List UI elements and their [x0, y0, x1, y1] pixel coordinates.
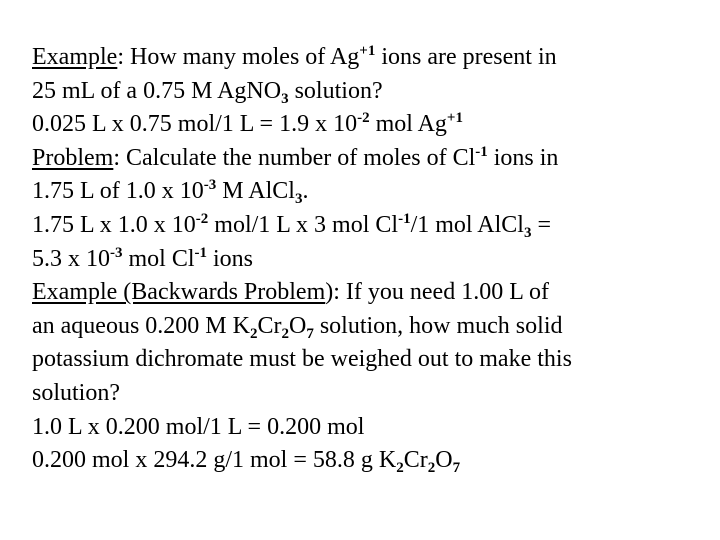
subscript: 2	[249, 325, 258, 342]
line-problem-question	[32, 142, 712, 176]
text-run: mol Ag	[369, 111, 447, 138]
text-run: 1.75 L x 1.0 x 10	[32, 211, 196, 238]
text-run: solution, how much solid	[313, 312, 563, 339]
text-run: 0.025 L x 0.75 mol/1 L = 1.9 x 10	[32, 111, 358, 138]
problem-label: Problem	[32, 144, 114, 171]
text-run: O	[288, 312, 307, 339]
text-run: mol Cl	[122, 245, 195, 272]
text-run: : Calculate the number of moles of Cl	[113, 144, 476, 171]
superscript: +1	[359, 43, 376, 59]
text-run: an aqueous 0.200 M K	[32, 312, 250, 339]
text-run: solution?	[288, 77, 383, 104]
backwards-example-label: Example (Backwards Problem	[32, 279, 326, 306]
text-run: O	[435, 447, 453, 474]
superscript: -3	[203, 177, 217, 194]
text-run: mol/1 L x 3 mol Cl	[208, 211, 399, 238]
subscript: 2	[396, 460, 404, 477]
line-backwards-question	[32, 276, 712, 310]
subscript: 3	[294, 191, 303, 208]
text-run: /1 mol AlCl	[410, 211, 524, 238]
text-run: solution?	[32, 379, 120, 406]
text-run: .	[302, 178, 309, 205]
text-run: Cr	[403, 447, 428, 474]
line-example-question-cont	[32, 75, 712, 109]
superscript: +1	[446, 110, 463, 127]
line-problem-calculation	[32, 209, 712, 243]
superscript: -1	[398, 210, 411, 227]
line-backwards-question-cont	[32, 310, 712, 344]
text-run: 5.3 x 10	[32, 245, 110, 272]
text-run: ions are present in	[375, 44, 557, 70]
slide-text-body	[32, 41, 712, 478]
text-run: : How many moles of Ag	[117, 44, 360, 70]
line-backwards-calc-moles	[32, 411, 712, 445]
text-run: =	[531, 211, 551, 238]
subscript: 3	[523, 224, 532, 241]
line-backwards-question-cont-3	[32, 377, 712, 411]
text-run: ): If you need 1.00 L of	[325, 279, 549, 306]
text-run: ions in	[487, 144, 559, 171]
text-run: ions	[207, 245, 254, 272]
subscript: 2	[427, 460, 436, 477]
line-example-question	[32, 41, 712, 75]
text-run: 25 mL of a 0.75 M AgNO	[32, 77, 282, 104]
subscript: 2	[281, 325, 289, 342]
line-example-calculation	[32, 108, 712, 142]
line-problem-answer	[32, 243, 712, 277]
line-problem-question-cont	[32, 175, 712, 209]
line-backwards-calc-mass	[32, 444, 712, 478]
text-run: 1.0 L x 0.200 mol/1 L = 0.200 mol	[32, 413, 365, 440]
example-label: Example	[32, 44, 118, 70]
text-run: 1.75 L of 1.0 x 10	[32, 178, 204, 205]
text-run: 0.200 mol x 294.2 g/1 mol = 58.8 g K	[32, 447, 397, 474]
subscript: 7	[306, 325, 314, 342]
subscript: 7	[452, 460, 461, 477]
superscript: -3	[110, 244, 123, 261]
superscript: -1	[475, 143, 488, 160]
text-run: M AlCl	[216, 178, 295, 205]
superscript: -2	[195, 210, 209, 227]
superscript: -2	[357, 110, 370, 127]
subscript: 3	[281, 90, 289, 107]
line-backwards-question-cont-2	[32, 343, 712, 377]
text-run: Cr	[257, 312, 282, 339]
superscript: -1	[194, 244, 208, 261]
text-run: potassium dichromate must be weighed out to make this	[32, 346, 572, 373]
